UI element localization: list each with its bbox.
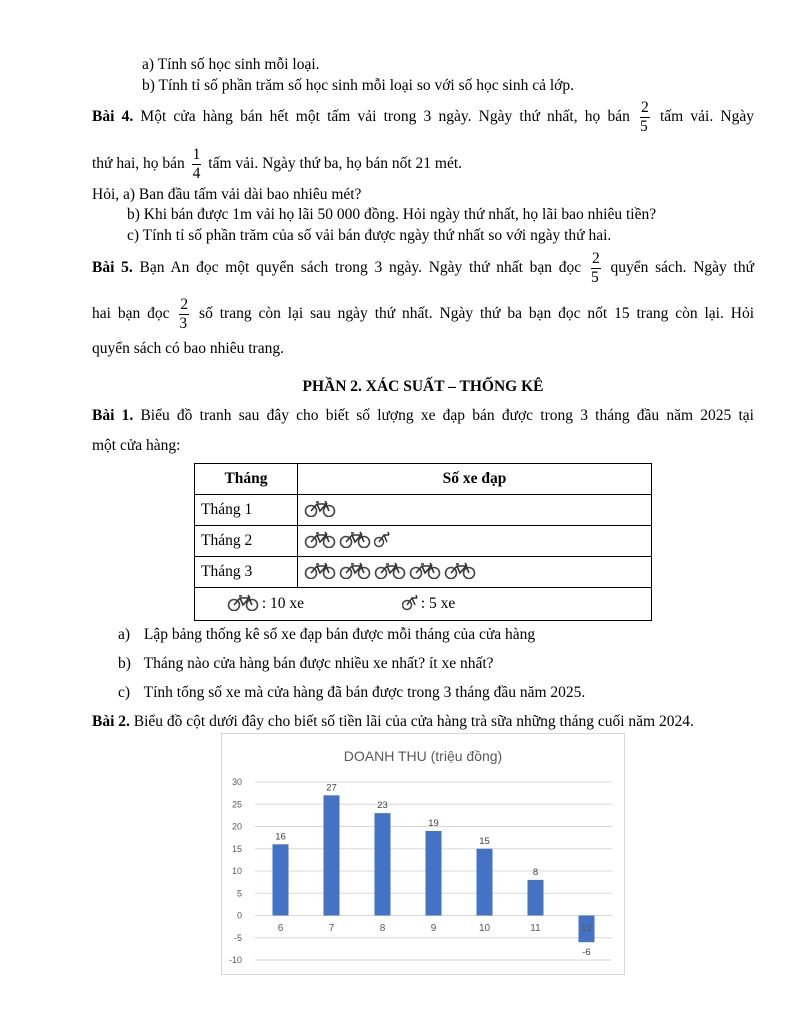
- y-tick-label: 5: [236, 888, 242, 899]
- bai1-label: Bài 1.: [92, 407, 134, 424]
- y-tick-label: 15: [231, 843, 242, 854]
- revenue-bar-chart: [221, 733, 625, 975]
- bar: [375, 813, 391, 915]
- chart-title: DOANH THU (triệu đồng): [343, 748, 503, 764]
- table-row: [195, 495, 652, 526]
- section-heading: PHẦN 2. XÁC SUẤT – THỐNG KÊ: [302, 378, 544, 395]
- bicycle-full-icon: [339, 561, 371, 584]
- item-b: b) Tính tỉ số phần trăm số học sinh mỗi loại so với số học sinh cả lớp.: [142, 77, 574, 94]
- bai4-label: Bài 4.: [92, 108, 134, 125]
- fraction: $\frac{2}{3}$: [179, 295, 189, 332]
- legend-half-label: : 5 xe: [420, 594, 456, 612]
- y-tick-label: -10: [228, 955, 242, 965]
- bicycle-full-icon: [444, 561, 476, 584]
- col-header-month: Tháng: [195, 464, 298, 495]
- bicycle-half-icon: [374, 530, 390, 553]
- bike-cell: [298, 526, 652, 557]
- data-label: 27: [326, 782, 337, 794]
- bai1-question: b) Tháng nào cửa hàng bán được nhiều xe nhất? ít xe nhất?: [118, 655, 494, 672]
- bar: [273, 844, 289, 915]
- x-tick-label: 12: [580, 923, 593, 934]
- item-a: a) Tính số học sinh mỗi loại.: [142, 56, 320, 73]
- bai4-line2: thứ hai, họ bán $\frac{1}{4}$ tấm vải. Ngày thứ ba, họ bán nốt 21 mét.: [92, 145, 463, 182]
- bai4-question-b: b) Khi bán được 1m vải họ lãi 50 000 đồng. Hỏi ngày thứ nhất, họ lãi bao nhiêu tiền?: [127, 206, 657, 223]
- x-tick-label: 7: [328, 923, 335, 934]
- fraction: $\frac{2}{5}$: [590, 249, 600, 286]
- bai4-question-a: Hỏi, a) Ban đầu tấm vải dài bao nhiêu mét?: [92, 186, 362, 203]
- bai4-line1: Bài 4. Một cửa hàng bán hết một tấm vải trong 3 ngày. Ngày thứ nhất, họ bán $\frac{2}{5}$ tấm vải. Ngày: [92, 98, 754, 135]
- y-tick-label: 10: [231, 866, 242, 876]
- bai2-label: Bài 2.: [92, 713, 130, 730]
- y-tick-label: 0: [236, 910, 242, 921]
- month-cell: Tháng 2: [195, 526, 298, 557]
- bike-cell: [298, 557, 652, 588]
- bicycle-full-icon: [339, 530, 371, 553]
- bicycle-full-icon: [304, 499, 336, 522]
- table-row: [195, 526, 652, 557]
- bicycle-full-icon: [374, 561, 406, 584]
- y-tick-label: -5: [233, 932, 242, 943]
- y-tick-label: 30: [231, 777, 242, 787]
- bicycle-full-icon: [304, 530, 336, 553]
- data-label: 16: [275, 831, 286, 843]
- table-row: [195, 557, 652, 588]
- bicycle-full-icon: [409, 561, 441, 584]
- legend-row: [195, 588, 652, 621]
- x-tick-label: 6: [277, 923, 284, 934]
- bar: [477, 849, 493, 916]
- fraction: $\frac{1}{4}$: [192, 145, 201, 182]
- bai5-label: Bài 5.: [92, 259, 133, 276]
- bai5-line3: quyển sách có bao nhiêu trang.: [92, 340, 284, 357]
- bai1-line1: Bài 1. Biểu đồ tranh sau đây cho biết số lượng xe đạp bán được trong 3 tháng đầu năm 2025 tại: [92, 407, 754, 424]
- month-cell: Tháng 3: [195, 557, 298, 588]
- bai5-line1: Bài 5. Bạn An đọc một quyển sách trong 3 ngày. Ngày thứ nhất bạn đọc $\frac{2}{5}$ quyển sách. Ngày thứ: [92, 249, 755, 286]
- data-label: 23: [377, 800, 388, 812]
- data-label: 19: [428, 817, 439, 829]
- col-header-bikes: Số xe đạp: [298, 464, 652, 495]
- bicycle-half-icon: [402, 593, 418, 616]
- data-label: 8: [532, 866, 539, 878]
- bike-cell: [298, 495, 652, 526]
- bai5-line2: hai bạn đọc $\frac{2}{3}$ số trang còn lại sau ngày thứ nhất. Ngày thứ ba bạn đọc nốt 15 trang còn lại. Hỏi: [92, 295, 755, 332]
- bicycle-full-icon: [227, 593, 259, 616]
- month-cell: Tháng 1: [195, 495, 298, 526]
- bai2-line: Bài 2. Biểu đồ cột dưới đây cho biết số tiền lãi của cửa hàng trà sữa những tháng cuối năm 2024.: [92, 713, 694, 730]
- data-label: -6: [582, 947, 591, 959]
- bai1-question: a) Lập bảng thống kê số xe đạp bán được mỗi tháng của cửa hàng: [118, 626, 536, 643]
- fraction: $\frac{2}{5}$: [640, 98, 649, 135]
- x-tick-label: 8: [379, 923, 386, 934]
- bicycle-full-icon: [304, 561, 336, 584]
- bai4-question-c: c) Tính tỉ số phần trăm của số vải bán được ngày thứ nhất so với ngày thứ hai.: [127, 227, 612, 244]
- picture-chart-table: [194, 463, 652, 621]
- y-tick-label: 20: [231, 821, 242, 832]
- bai1-question: c) Tính tổng số xe mà cửa hàng đã bán được trong 3 tháng đầu năm 2025.: [118, 684, 586, 701]
- x-tick-label: 10: [478, 923, 491, 934]
- bar: [426, 831, 442, 916]
- legend-full-label: : 10 xe: [261, 594, 305, 612]
- legend-cell: [195, 588, 652, 621]
- chart-canvas: [222, 734, 624, 974]
- y-tick-label: 25: [231, 799, 242, 810]
- data-label: 15: [479, 835, 490, 847]
- bai1-line2: một cửa hàng:: [92, 437, 181, 454]
- bar: [324, 795, 340, 915]
- bar: [528, 880, 544, 916]
- x-tick-label: 9: [430, 923, 437, 934]
- x-tick-label: 11: [530, 923, 541, 934]
